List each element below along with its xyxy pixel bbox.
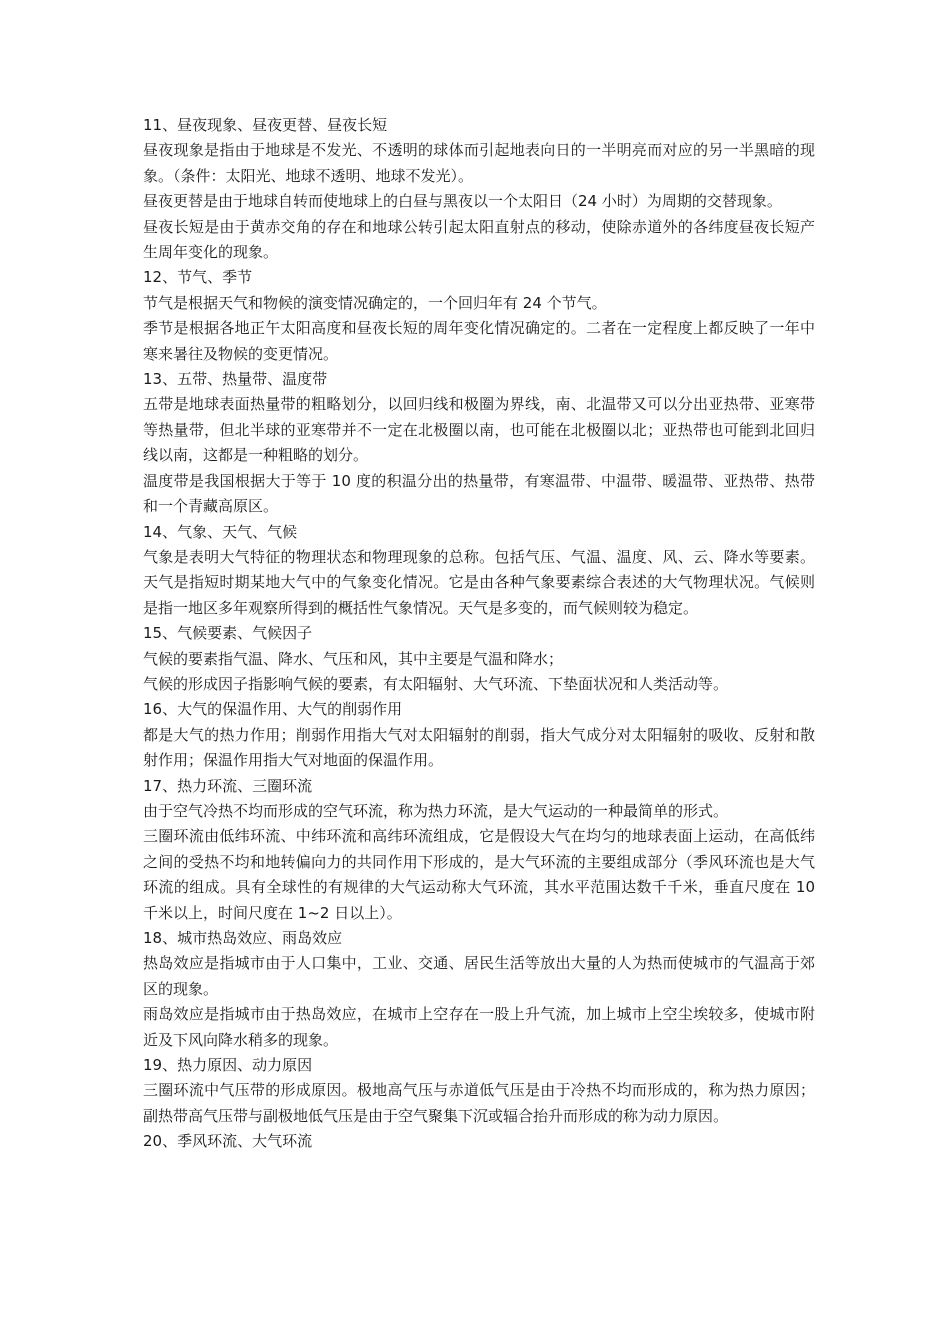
section-heading-17: 17、热力环流、三圈环流 [143,776,313,795]
document-body [143,113,815,1155]
paragraph-three-cell-circulation: 三圈环流由低纬环流、中纬环流和高纬环流组成，它是假设大气在均匀的地球表面上运动，在高低纬之间的受热不均和地转偏向力的共同作用下形成的，是大气环流的主要组成部分（季风环流也是大气环流的组成。具有全球性的有规律的大气运动称大气环流，其水平范围达数千千米，垂直尺度在 10 千米以上，时间尺度在 1~2 日以上）。 [143,827,815,922]
paragraph-thermal-dynamic-causes: 三圈环流中气压带的形成原因。极地高气压与赤道低气压是由于冷热不均而形成的，称为热力原因；副热带高气压带与副极地低气压是由于空气聚集下沉或辐合抬升而形成的称为动力原因。 [143,1081,815,1125]
section-heading-11: 11、昼夜现象、昼夜更替、昼夜长短 [143,116,388,134]
section-heading-18: 18、城市热岛效应、雨岛效应 [143,929,343,947]
section-heading-19: 19、热力原因、动力原因 [143,1056,313,1075]
section-heading-15: 15、气候要素、气候因子 [143,624,313,643]
paragraph-day-night-phenomenon: 昼夜现象是指由于地球是不发光、不透明的球体而引起地表向日的一半明亮而对应的另一半黑暗的现象。（条件：太阳光、地球不透明、地球不发光）。 [143,141,815,185]
paragraph-heat-island: 热岛效应是指城市由于人口集中，工业、交通、居民生活等放出大量的人为热而使城市的气温高于郊区的现象。 [143,954,815,998]
paragraph-temperature-zones: 温度带是我国根据大于等于 10 度的积温分出的热量带，有寒温带、中温带、暖温带、亚热带、热带和一个青藏高原区。 [143,471,815,516]
paragraph-solar-terms: 节气是根据天气和物候的演变情况确定的，一个回归年有 24 个节气。 [143,293,607,312]
section-heading-16: 16、大气的保温作用、大气的削弱作用 [143,700,403,719]
paragraph-five-zones: 五带是地球表面热量带的粗略划分，以回归线和极圈为界线，南、北温带又可以分出亚热带、亚寒带等热量带，但北半球的亚寒带并不一定在北极圈以南，也可能在北极圈以北；亚热带也可能到北回归线以南，这都是一种粗略的划分。 [143,395,815,465]
section-heading-13: 13、五带、热量带、温度带 [143,370,328,389]
paragraph-climate-factors: 气候的形成因子指影响气候的要素，有太阳辐射、大气环流、下垫面状况和人类活动等。 [143,674,729,693]
paragraph-day-length: 昼夜长短是由于黄赤交角的存在和地球公转引起太阳直射点的移动，使除赤道外的各纬度昼夜长短产生周年变化的现象。 [143,217,815,262]
paragraph-seasons: 季节是根据各地正午太阳高度和昼夜长短的周年变化情况确定的。二者在一定程度上都反映了一年中寒来暑往及物候的变更情况。 [143,319,815,363]
paragraph-weather-climate: 气象是表明大气特征的物理状态和物理现象的总称。包括气压、气温、温度、风、云、降水等要素。天气是指短时期某地大气中的气象变化情况。它是由各种气象要素综合表述的大气物理状况。气候则是指一地区多年观察所得到的概括性气象情况。天气是多变的，而气候则较为稳定。 [143,547,815,617]
paragraph-atmosphere-effects: 都是大气的热力作用；削弱作用指大气对太阳辐射的削弱，指大气成分对太阳辐射的吸收、反射和散射作用；保温作用指大气对地面的保温作用。 [143,725,815,770]
paragraph-thermal-circulation: 由于空气冷热不均而形成的空气环流，称为热力环流，是大气运动的一种最简单的形式。 [143,801,729,820]
paragraph-day-night-alternation: 昼夜更替是由于地球自转而使地球上的白昼与黑夜以一个太阳日（24 小时）为周期的交替现象。 [143,192,782,211]
paragraph-rain-island: 雨岛效应是指城市由于热岛效应，在城市上空存在一股上升气流，加上城市上空尘埃较多，使城市附近及下风向降水稍多的现象。 [143,1005,815,1049]
section-heading-20: 20、季风环流、大气环流 [143,1132,313,1151]
section-heading-12: 12、节气、季节 [143,268,253,287]
section-heading-14: 14、气象、天气、气候 [143,522,298,541]
paragraph-climate-elements: 气候的要素指气温、降水、气压和风，其中主要是气温和降水； [143,649,564,668]
